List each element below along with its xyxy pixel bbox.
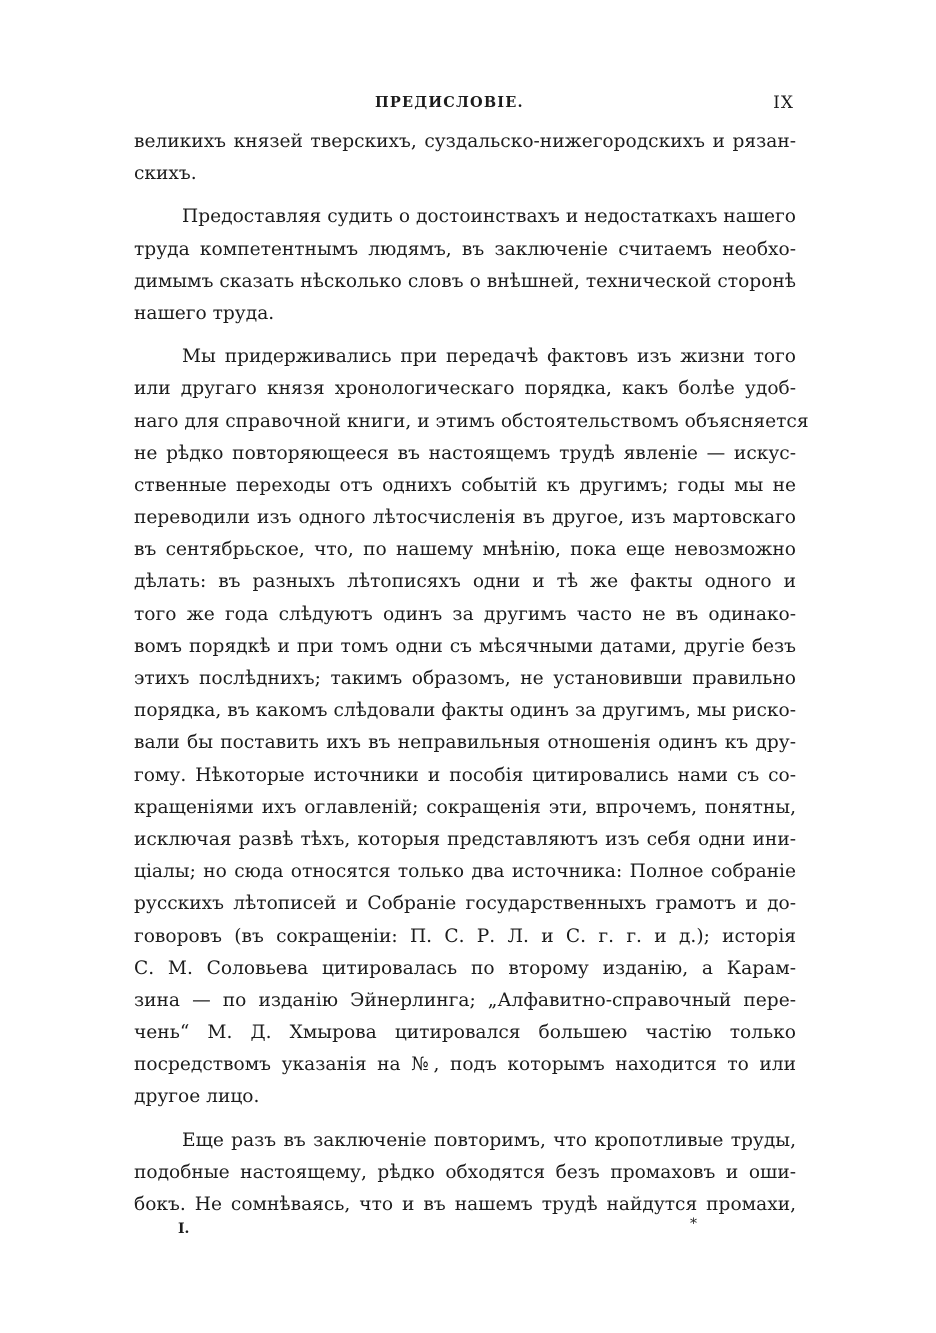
paragraph xyxy=(134,126,796,190)
text-line: того же года слѣдуютъ одинъ за другимъ часто не въ одинако- xyxy=(134,603,796,625)
text-line: гому. Нѣкоторые источники и пособія цитировались нами съ со- xyxy=(134,764,796,786)
text-line: ціалы; но сюда относятся только два источника: Полное собраніе xyxy=(134,861,796,883)
text-line: скихъ. xyxy=(134,163,197,185)
text-line: С. М. Соловьева цитировалась по второму изданію, а Карам- xyxy=(134,957,796,979)
text-line: труда компетентнымъ людямъ, въ заключеніе считаемъ необхо- xyxy=(134,238,796,260)
page-number: IX xyxy=(773,93,794,113)
text-line: ственные переходы отъ однихъ событій къ другимъ; годы мы не xyxy=(134,474,796,496)
text-line: зина — по изданію Эйнерлинга; „Алфавитно-справочный пере- xyxy=(134,989,796,1011)
text-line: чень“ М. Д. Хмырова цитировался большею частію только xyxy=(134,1022,796,1044)
text-line: подобные настоящему, рѣдко обходятся безъ промаховъ и оши- xyxy=(134,1161,796,1183)
text-line: не рѣдко повторяющееся въ настоящемъ трудѣ явленіе — искус- xyxy=(134,442,796,464)
body-text xyxy=(134,126,809,1221)
text-line: великихъ князей тверскихъ, суздальско-нижегородскихъ и рязан- xyxy=(134,131,796,152)
paragraph xyxy=(134,341,809,1114)
text-line: переводили изъ одного лѣтосчисленія въ другое, изъ мартовскаго xyxy=(134,507,796,529)
text-line: другое лицо. xyxy=(134,1086,260,1108)
text-line: въ сентябрьское, что, по нашему мнѣнію, пока еще невозможно xyxy=(134,539,796,561)
text-line: Предоставляя судить о достоинствахъ и недостаткахъ нашего xyxy=(182,206,796,228)
text-line: говоровъ (въ сокращеніи: П. С. Р. Л. и С. г. г. и д.); исторія xyxy=(134,925,796,947)
text-line: бокъ. Не сомнѣваясь, что и въ нашемъ трудѣ найдутся промахи, xyxy=(134,1194,796,1215)
text-line: исключая развѣ тѣхъ, которыя представляютъ изъ себя одни ини- xyxy=(134,828,796,850)
text-line: этихъ послѣднихъ; такимъ образомъ, не установивши правильно xyxy=(134,668,796,689)
paragraph xyxy=(134,201,796,330)
text-line: русскихъ лѣтописей и Собраніе государственныхъ грамотъ и до- xyxy=(134,893,796,915)
signature-star: * xyxy=(690,1216,697,1232)
text-line: Мы придерживались при передачѣ фактовъ изъ жизни того xyxy=(182,346,796,368)
text-line: Еще разъ въ заключеніе повторимъ, что кропотливые труды, xyxy=(182,1129,796,1151)
text-line: посредствомъ указанія на №, подъ которымъ находится то или xyxy=(134,1054,796,1076)
text-line: порядка, въ какомъ слѣдовали факты одинъ за другимъ, мы риско- xyxy=(134,700,796,722)
text-line: или другаго князя хронологическаго порядка, какъ болѣе удоб- xyxy=(134,378,796,400)
text-line: кращеніями ихъ оглавленій; сокращенія эти, впрочемъ, понятны, xyxy=(134,796,796,818)
text-line: нашего труда. xyxy=(134,302,275,324)
paragraph xyxy=(134,1125,796,1222)
running-head xyxy=(0,94,936,116)
text-line: наго для справочной книги, и этимъ обстоятельствомъ объясняется xyxy=(134,410,809,432)
signature-mark: I. xyxy=(178,1221,190,1237)
text-line: вомъ порядкѣ и при томъ одни съ мѣсячными датами, другіе безъ xyxy=(134,635,796,657)
text-line: вали бы поставить ихъ въ неправильныя отношенія одинъ къ дру- xyxy=(134,732,796,754)
text-line: дѣлать: въ разныхъ лѣтописяхъ одни и тѣ же факты одного и xyxy=(134,571,796,593)
text-line: димымъ сказать нѣсколько словъ о внѣшней, технической сторонѣ xyxy=(134,270,796,292)
running-title: ПРЕДИСЛОВІЕ. xyxy=(375,94,524,111)
